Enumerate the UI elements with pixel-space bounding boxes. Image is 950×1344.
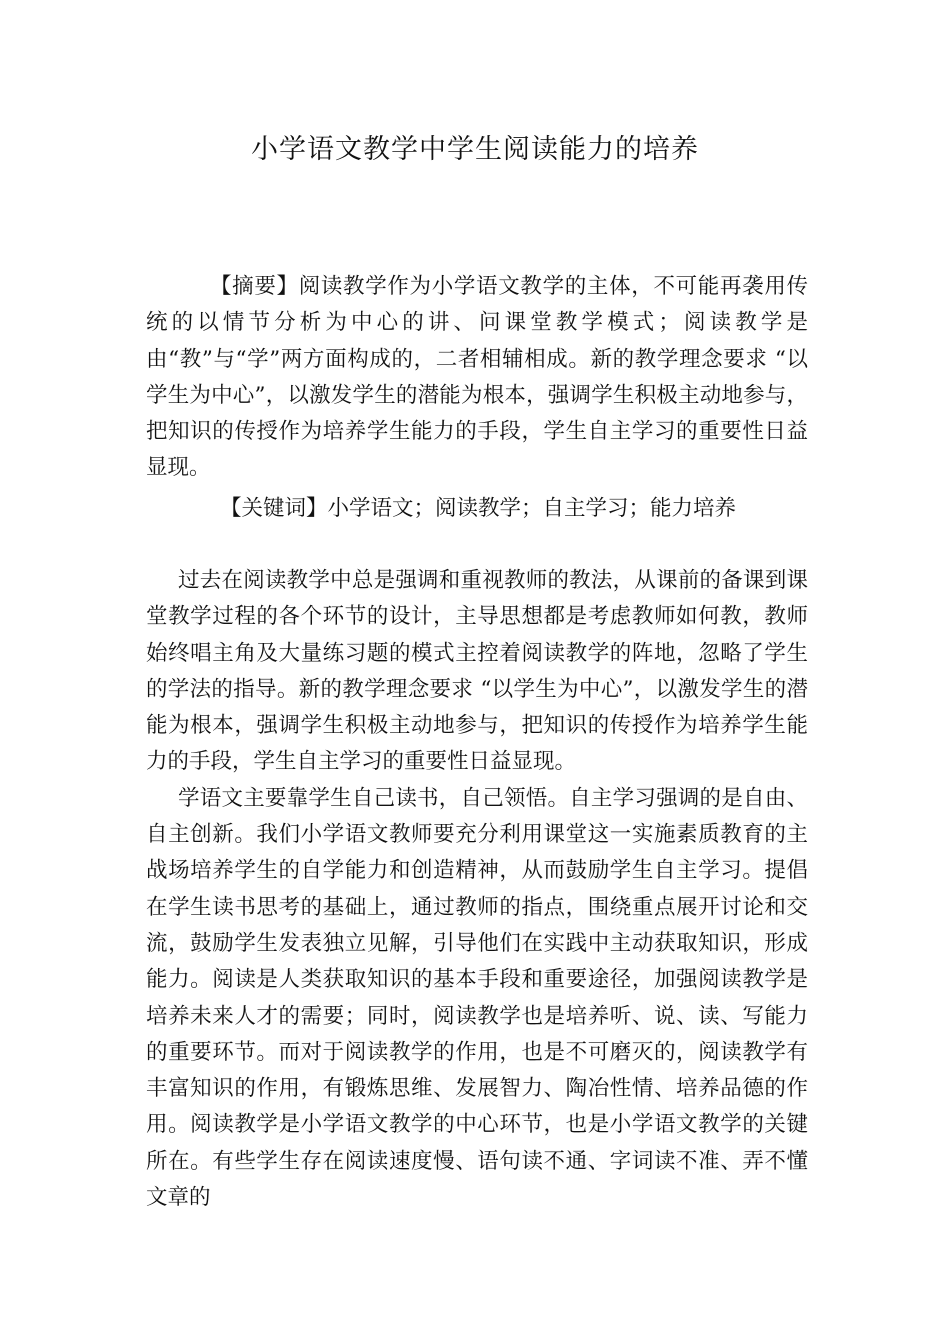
keywords-line: 【关键词】小学语文；阅读教学；自主学习；能力培养	[220, 496, 737, 521]
abstract-paragraph: 【摘要】阅读教学作为小学语文教学的主体，不可能再袭用传统的以情节分析为中心的讲、问课堂教学模式；阅读教学是由“教”与“学”两方面构成的，二者相辅相成。新的教学理念要求 “以学生为中心”，以激发学生的潜能为根本，强调学生积极主动地参与，把知识的传授作为培养学生能力的手段，学生自主学习的重要性日益显现。	[146, 274, 808, 481]
abstract-section	[146, 269, 808, 487]
body-section	[146, 563, 808, 1216]
body-paragraph-1: 过去在阅读教学中总是强调和重视教师的教法，从课前的备课到课堂教学过程的各个环节的设计，主导思想都是考虑教师如何教，教师始终唱主角及大量练习题的模式主控着阅读教学的阵地，忽略了学生的学法的指导。新的教学理念要求 “以学生为中心”，以激发学生的潜能为根本，强调学生积极主动地参与，把知识的传授作为培养学生能力的手段，学生自主学习的重要性日益显现。	[146, 568, 808, 775]
body-paragraph-2: 学语文主要靠学生自己读书，自己领悟。自主学习强调的是自由、自主创新。我们小学语文教师要充分利用课堂这一实施素质教育的主战场培养学生的自学能力和创造精神，从而鼓励学生自主学习。提倡在学生读书思考的基础上，通过教师的指点，围绕重点展开讨论和交流，鼓励学生发表独立见解，引导他们在实践中主动获取知识，形成能力。阅读是人类获取知识的基本手段和重要途径，加强阅读教学是培养未来人才的需要；同时，阅读教学也是培养听、说、读、写能力的重要环节。而对于阅读教学的作用，也是不可磨灭的，阅读教学有丰富知识的作用，有锻炼思维、发展智力、陶冶性情、培养品德的作用。阅读教学是小学语文教学的中心环节，也是小学语文教学的关键所在。有些学生存在阅读速度慢、语句读不通、字词读不准、弄不懂文章的	[146, 785, 808, 1211]
document-title: 小学语文教学中学生阅读能力的培养	[251, 134, 699, 165]
